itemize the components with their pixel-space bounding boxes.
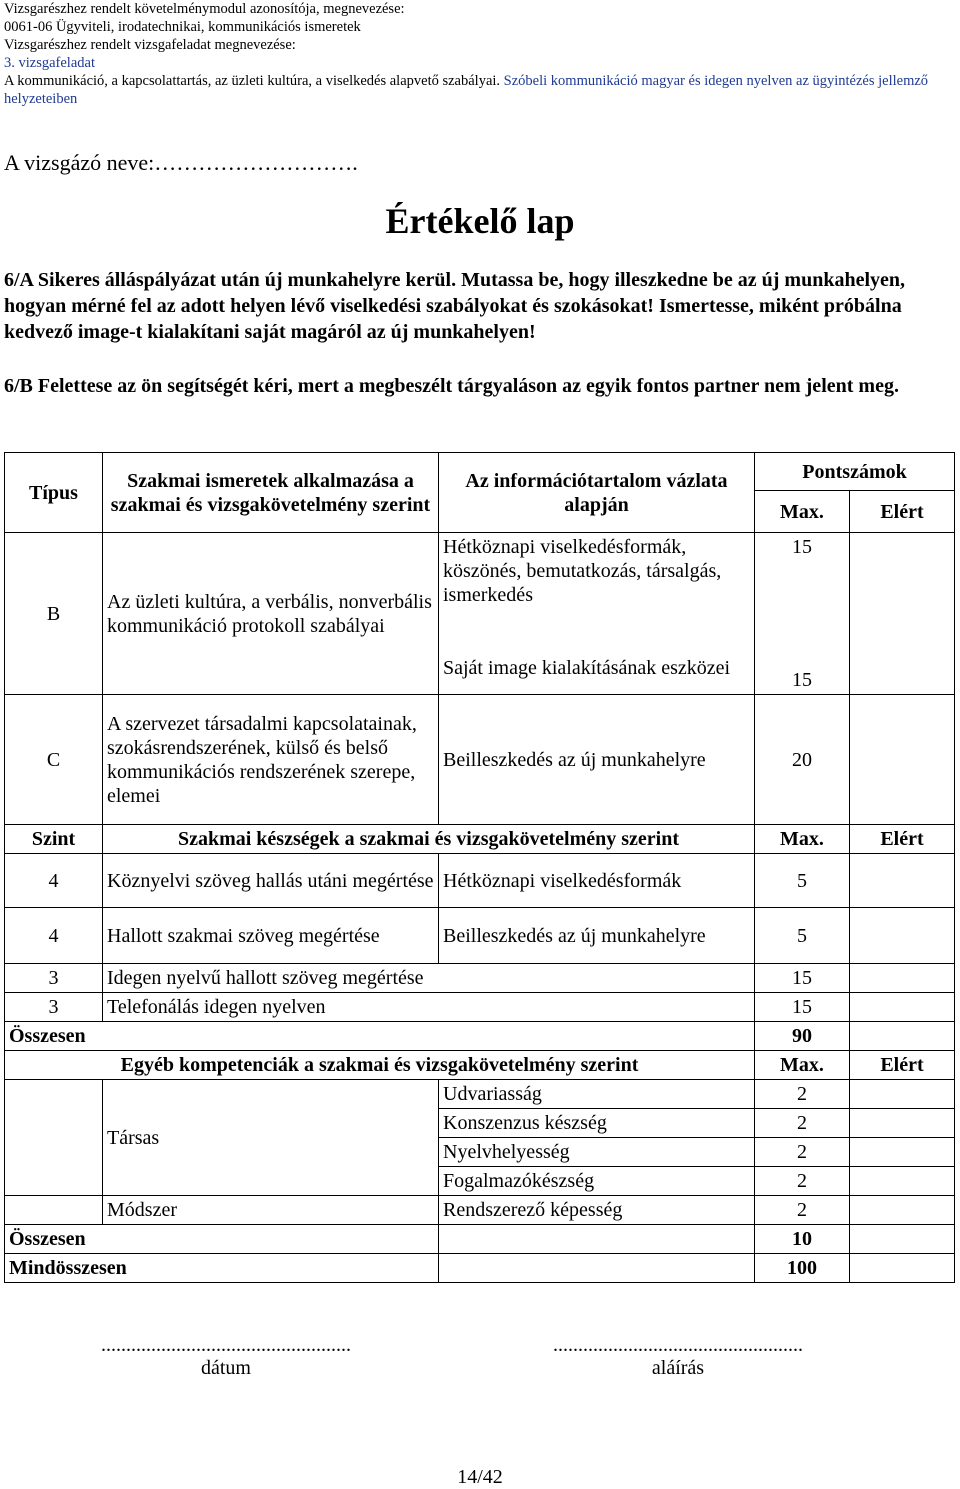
- blank-cell: [439, 1225, 755, 1254]
- subtotal-value: 90: [755, 1022, 850, 1051]
- total-label: Összesen: [5, 1225, 439, 1254]
- group-method: Módszer: [103, 1196, 439, 1225]
- skill-name: Hallott szakmai szöveg megértése: [103, 908, 439, 964]
- header-type: Típus: [5, 453, 103, 533]
- competency-achieved[interactable]: [850, 1080, 955, 1109]
- subtotal-achieved[interactable]: [850, 1022, 955, 1051]
- row-b-description: Az üzleti kultúra, a verbális, nonverbális kommunikáció protokoll szabályai: [103, 533, 439, 695]
- signature-block: [528, 1334, 828, 1380]
- competency-name: Fogalmazókészség: [439, 1167, 755, 1196]
- competency-max: 2: [755, 1167, 850, 1196]
- grand-total-value: 100: [755, 1254, 850, 1283]
- row-b-info-1: Hétköznapi viselkedésformák, köszönés, bemutatkozás, társalgás, ismerkedés: [439, 533, 755, 643]
- row-b-achieved[interactable]: [850, 533, 955, 695]
- total-value: 10: [755, 1225, 850, 1254]
- subtotal-label: Összesen: [5, 1022, 755, 1051]
- blank-cell: [439, 1254, 755, 1283]
- competency-name: Udvariasság: [439, 1080, 755, 1109]
- header-achieved: Elért: [850, 491, 955, 533]
- date-label: dátum: [201, 1357, 251, 1379]
- blank-cell: [5, 1196, 103, 1225]
- competency-name: Rendszerező képesség: [439, 1196, 755, 1225]
- header-line: Vizsgarészhez rendelt vizsgafeladat megnevezése:: [4, 37, 296, 53]
- competency-max: 2: [755, 1138, 850, 1167]
- competency-achieved[interactable]: [850, 1196, 955, 1225]
- skill-info: Hétköznapi viselkedésformák: [439, 854, 755, 908]
- row-c-max: 20: [755, 695, 850, 825]
- competency-name: Konszenzus készség: [439, 1109, 755, 1138]
- skill-level: 4: [5, 908, 103, 964]
- skill-level: 3: [5, 993, 103, 1022]
- header-text: Szóbeli kommunikáció magyar és idegen nyelven az ügyintézés jellemző helyzeteiben: [4, 73, 929, 107]
- skill-level: 4: [5, 854, 103, 908]
- header-achieved: Elért: [850, 1051, 955, 1080]
- skill-name: Köznyelvi szöveg hallás utáni megértése: [103, 854, 439, 908]
- type-c: C: [5, 695, 103, 825]
- competency-achieved[interactable]: [850, 1167, 955, 1196]
- signature-line: ..................................................: [553, 1334, 803, 1356]
- skill-max: 15: [755, 964, 850, 993]
- skill-name: Idegen nyelvű hallott szöveg megértése: [103, 964, 755, 993]
- competency-achieved[interactable]: [850, 1109, 955, 1138]
- skill-level: 3: [5, 964, 103, 993]
- row-c-description: A szervezet társadalmi kapcsolatainak, szokásrendszerének, külső és belső kommunikációs rendszerének szerepe, elemei: [103, 695, 439, 825]
- skill-achieved[interactable]: [850, 993, 955, 1022]
- skill-achieved[interactable]: [850, 964, 955, 993]
- row-c-achieved[interactable]: [850, 695, 955, 825]
- page-number: 14/42: [457, 1466, 503, 1488]
- header-level: Szint: [5, 825, 103, 854]
- total-achieved[interactable]: [850, 1225, 955, 1254]
- header-max: Max.: [755, 491, 850, 533]
- header-information-content: Az információtartalom vázlata alapján: [439, 453, 755, 533]
- document-header: [4, 0, 954, 108]
- competency-max: 2: [755, 1109, 850, 1138]
- header-achieved: Elért: [850, 825, 955, 854]
- signature-label: aláírás: [651, 1357, 705, 1379]
- row-c-info: Beilleszkedés az új munkahelyre: [439, 695, 755, 825]
- competency-max: 2: [755, 1196, 850, 1225]
- candidate-name-label: A vizsgázó neve:……………………….: [4, 150, 358, 175]
- skill-max: 5: [755, 854, 850, 908]
- skill-info: Beilleszkedés az új munkahelyre: [439, 908, 755, 964]
- competency-achieved[interactable]: [850, 1138, 955, 1167]
- header-skills: Szakmai készségek a szakmai és vizsgakövetelmény szerint: [103, 825, 755, 854]
- page-title: Értékelő lap: [385, 201, 575, 241]
- header-professional-knowledge: Szakmai ismeretek alkalmazása a szakmai és vizsgakövetelmény szerint: [103, 453, 439, 533]
- competency-max: 2: [755, 1080, 850, 1109]
- type-b: B: [5, 533, 103, 695]
- header-text: A kommunikáció, a kapcsolattartás, az üzleti kultúra, a viselkedés alapvető szabályai.: [4, 73, 501, 89]
- grand-total-label: Mindösszesen: [5, 1254, 439, 1283]
- row-b-max-1: 15: [755, 533, 850, 643]
- competency-name: Nyelvhelyesség: [439, 1138, 755, 1167]
- skill-name: Telefonálás idegen nyelven: [103, 993, 755, 1022]
- skill-achieved[interactable]: [850, 908, 955, 964]
- blank-cell: [5, 1080, 103, 1196]
- task-b: 6/B Felettese az ön segítségét kéri, mert a megbeszélt tárgyaláson az egyik fontos partner nem jelent meg.: [4, 375, 899, 397]
- header-line: 3. vizsgafeladat: [4, 55, 95, 71]
- header-line: Vizsgarészhez rendelt követelménymodul azonosítója, megnevezése:: [4, 1, 405, 17]
- row-b-info-2: Saját image kialakításának eszközei: [439, 643, 755, 695]
- skill-max: 15: [755, 993, 850, 1022]
- date-signature-block: [76, 1334, 376, 1380]
- task-a: 6/A Sikeres álláspályázat után új munkahelyre kerül. Mutassa be, hogy illeszkedne be az új munkahelyen, hogyan mérné fel az adott helyen lévő viselkedési szabályokat és szokásokat! Ismertesse, miként próbálna kedvező image-t kialakítani saját magáról az új munkahelyen!: [4, 269, 906, 343]
- header-other-competencies: Egyéb kompetenciák a szakmai és vizsgakövetelmény szerint: [5, 1051, 755, 1080]
- header-max: Max.: [755, 1051, 850, 1080]
- skill-max: 5: [755, 908, 850, 964]
- header-line: [4, 72, 954, 108]
- header-max: Max.: [755, 825, 850, 854]
- evaluation-table: [4, 452, 955, 1283]
- header-points: Pontszámok: [755, 453, 955, 491]
- skill-achieved[interactable]: [850, 854, 955, 908]
- header-line: 0061-06 Ügyviteli, irodatechnikai, kommunikációs ismeretek: [4, 19, 361, 35]
- grand-total-achieved[interactable]: [850, 1254, 955, 1283]
- row-b-max-2: 15: [755, 643, 850, 695]
- date-line: ..................................................: [101, 1334, 351, 1356]
- group-social: Társas: [103, 1080, 439, 1196]
